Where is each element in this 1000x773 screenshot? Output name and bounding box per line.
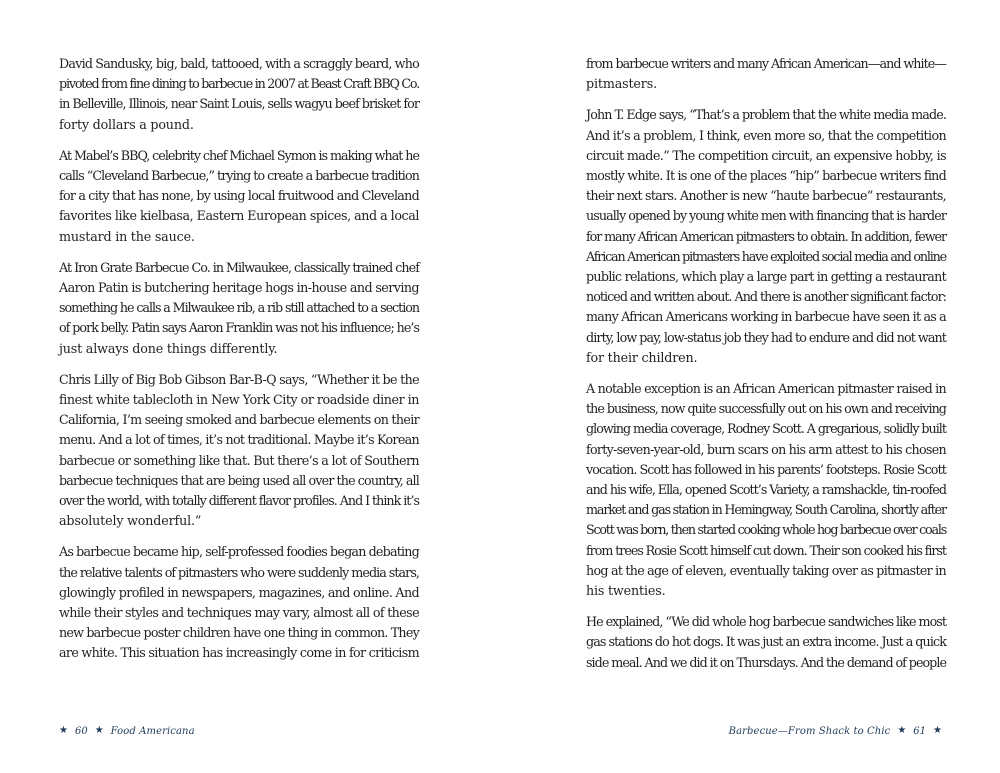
text-line: while their styles and techniques may vary, almost all of these (59, 605, 419, 621)
text-line: glowing media coverage, Rodney Scott. A gregarious, solidly built (586, 421, 946, 437)
text-line: finest white tablecloth in New York City or roadside diner in (59, 392, 419, 408)
left-page-footer (59, 723, 195, 739)
text-line: David Sandusky, big, bald, tattooed, with a scraggly beard, who (59, 56, 419, 71)
text-line: circuit made.” The competition circuit, an expensive hobby, is (586, 147, 946, 163)
text-line: African American pitmasters have exploited social media and online (586, 248, 946, 264)
text-line: public relations, which play a large part in getting a restaurant (586, 269, 947, 285)
text-line: absolutely wonderful.” (59, 513, 202, 529)
text-line: new barbecue poster children have one thing in common. They (59, 625, 419, 641)
text-line: As barbecue became hip, self-professed foodies began debating (59, 544, 419, 560)
text-line: his twenties. (586, 583, 666, 599)
text-line: John T. Edge says, “That’s a problem that the white media made. (586, 107, 946, 123)
text-line: glowingly profiled in newspapers, magazines, and online. And (59, 584, 419, 600)
text-line: barbecue techniques that are being used all over the country, all (59, 472, 419, 488)
text-line: And it’s a problem, I think, even more so, that the competition (586, 127, 946, 143)
paragraph (59, 54, 419, 135)
text-line: pivoted from fine dining to barbecue in 2007 at Beast Craft BBQ Co. (59, 76, 419, 92)
text-line: many African Americans working in barbecue have seen it as a (586, 309, 946, 325)
text-line: for their children. (586, 349, 698, 365)
text-line: Chris Lilly of Big Bob Gibson Bar-B-Q says, “Whether it be the (59, 371, 419, 387)
text-line: California, I’m seeing smoked and barbecue elements on their (59, 412, 419, 428)
text-line: for a city that has none, by using local fruitwood and Cleveland (59, 188, 419, 204)
text-line: their next stars. Another is new “haute barbecue” restaurants, (586, 188, 946, 204)
text-line: are white. This situation has increasingly come in for criticism (59, 645, 419, 661)
text-line: usually opened by young white men with financing that is harder (586, 208, 946, 224)
text-line: He explained, “We did whole hog barbecue sandwiches like most (586, 614, 946, 630)
text-line: over the world, with totally different flavor profiles. And I think it’s (59, 493, 419, 509)
text-line: for many African American pitmasters to obtain. In addition, fewer (586, 228, 946, 244)
running-title: Barbecue—From Shack to Chic (728, 725, 891, 737)
text-line: menu. And a lot of times, it’s not traditional. Maybe it’s Korean (59, 432, 419, 448)
paragraph (586, 54, 946, 94)
right-page-footer (729, 723, 942, 739)
star-icon: ★ (94, 725, 104, 736)
text-line: in Belleville, Illinois, near Saint Louis, sells wagyu beef brisket for (59, 96, 419, 112)
text-line: At Mabel’s BBQ, celebrity chef Michael Symon is making what he (59, 147, 419, 163)
text-line: At Iron Grate Barbecue Co. in Milwaukee, classically trained chef (59, 259, 419, 275)
text-line: the business, now quite successfully out on his own and receiving (586, 401, 946, 417)
paragraph (59, 542, 419, 663)
text-line: Aaron Patin is butchering heritage hogs in-house and serving (59, 280, 419, 296)
text-line: pitmasters. (586, 76, 657, 92)
text-line: of pork belly. Patin says Aaron Franklin was not his influence; he’s (59, 320, 419, 336)
text-line: from trees Rosie Scott himself cut down. Their son cooked his first (586, 542, 946, 558)
text-line: dirty, low pay, low-status job they had to endure and did not want (586, 329, 946, 345)
text-line: market and gas station in Hemingway, South Carolina, shortly after (586, 502, 946, 518)
left-page-body (59, 54, 419, 675)
text-line: side meal. And we did it on Thursdays. And the demand of people (586, 654, 946, 670)
star-icon: ★ (897, 725, 907, 736)
text-line: gas stations do hot dogs. It was just an extra income. Just a quick (586, 634, 946, 650)
text-line: calls “Cleveland Barbecue,” trying to create a barbecue tradition (59, 168, 419, 184)
text-line: hog at the age of eleven, eventually taking over as pitmaster in (586, 562, 946, 578)
paragraph (59, 258, 419, 359)
page-number: 60 (74, 725, 88, 737)
text-line: from barbecue writers and many African American—and white— (586, 56, 946, 71)
text-line: Scott was born, then started cooking whole hog barbecue over coals (586, 522, 946, 538)
text-line: mostly white. It is one of the places “hip” barbecue writers find (586, 168, 946, 184)
text-line: noticed and written about. And there is another significant factor: (586, 289, 946, 305)
text-line: the relative talents of pitmasters who were suddenly media stars, (59, 564, 419, 580)
paragraph (59, 370, 419, 532)
star-icon: ★ (59, 725, 68, 736)
right-page (500, 0, 1000, 773)
text-line: A notable exception is an African American pitmaster raised in (586, 381, 946, 397)
text-line: mustard in the sauce. (59, 228, 195, 244)
paragraph (586, 105, 947, 368)
text-line: favorites like kielbasa, Eastern European spices, and a local (59, 208, 419, 224)
text-line: barbecue or something like that. But there’s a lot of Southern (59, 452, 419, 468)
running-title: Food Americana (110, 725, 195, 737)
paragraph (59, 146, 419, 247)
text-line: just always done things differently. (59, 340, 278, 356)
text-line: forty dollars a pound. (59, 116, 194, 132)
right-page-body (586, 54, 947, 684)
paragraph (586, 379, 946, 601)
star-icon: ★ (933, 725, 942, 736)
text-line: forty-seven-year-old, burn scars on his arm attest to his chosen (586, 441, 946, 457)
page-number: 61 (913, 725, 927, 737)
text-line: vocation. Scott has followed in his parents’ footsteps. Rosie Scott (586, 461, 946, 477)
text-line: something he calls a Milwaukee rib, a rib still attached to a section (59, 300, 419, 316)
paragraph (586, 612, 946, 673)
text-line: and his wife, Ella, opened Scott’s Variety, a ramshackle, tin-roofed (586, 482, 946, 498)
